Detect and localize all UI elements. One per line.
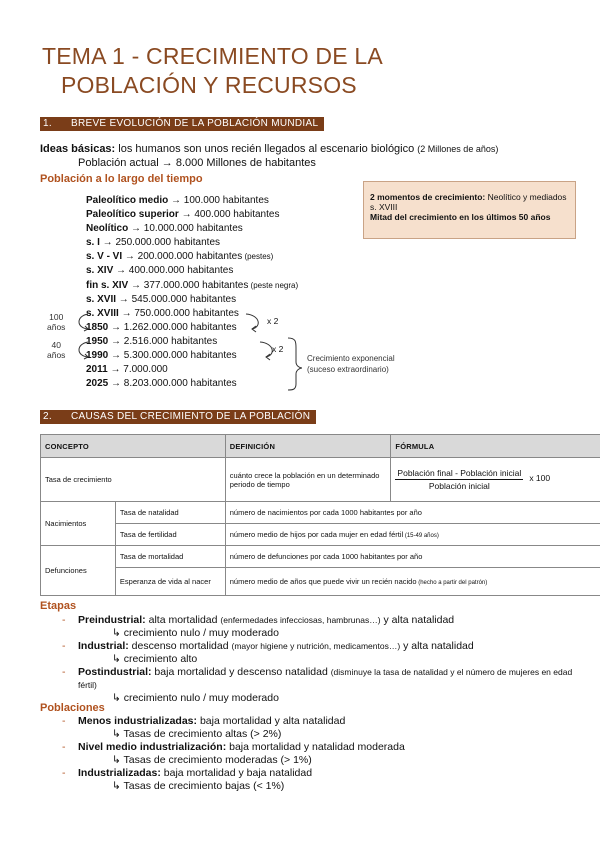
poblaciones-heading: Poblaciones [40,702,105,714]
left-curve-arrow [79,342,88,357]
list-subitem: ↳ crecimiento nulo / muy moderado [112,692,279,704]
title-line-1: TEMA 1 - CRECIMIENTO DE LA [42,43,383,69]
timeline-row: 1850 → 1.262.000.000 habitantes [86,321,237,333]
list-item: - Nivel medio industrialización: baja mortalidad y natalidad moderada [62,741,405,753]
concepts-table [40,434,600,596]
ideas-basicas [40,142,580,156]
etapas-heading: Etapas [40,600,77,612]
header-definicion: DEFINICIÓN [225,435,391,458]
right-curve-arrow [260,342,272,357]
etapas-list [62,614,582,705]
table-row: Defunciones Tasa de mortalidad número de defunciones por cada 1000 habitantes por año [41,546,600,568]
exponential-brace [288,338,302,390]
list-item: - Industrial: descenso mortalidad (mayor higiene y nutrición, medicamentos…) y alta natalidad [62,640,474,652]
section-2-number: 2. [43,411,52,422]
x2-label-2: x 2 [272,344,284,354]
growth-formula: $\frac{\text{Población final - Población inicial}}{\text{Población inicial}}$ x 100 [391,458,600,502]
section-1-label: BREVE EVOLUCIÓN DE LA POBLACIÓN MUNDIAL [71,118,319,129]
section-1-header [40,117,324,131]
exponential-note: Crecimiento exponencial (suceso extraordinario) [307,354,395,374]
page-title [42,42,383,100]
header-formula: FÓRMULA [391,435,600,458]
list-subitem: ↳ Tasas de crecimiento moderadas (> 1%) [112,754,312,766]
header-concepto: CONCEPTO [41,435,226,458]
table-row: Nacimientos Tasa de natalidad número de nacimientos por cada 1000 habitantes por año [41,502,600,524]
timeline-row: 2011 → 7.000.000 [86,364,168,376]
title-line-2: POBLACIÓN Y RECURSOS [61,72,357,98]
list-subitem: ↳ Tasas de crecimiento bajas (< 1%) [112,780,285,792]
right-curve-arrow [246,314,258,329]
list-subitem: ↳ crecimiento nulo / muy moderado [112,627,279,639]
table-row: Tasa de fertilidad número medio de hijos por cada mujer en edad fértil (15-49 años) [41,524,600,546]
ideas-label: Ideas básicas: [40,143,116,155]
timeline-row: fin s. XIV → 377.000.000 habitantes (peste negra) [86,279,299,291]
x2-label-1: x 2 [267,316,279,326]
left-curve-arrow [79,314,88,329]
timeline-row: s. XVII → 545.000.000 habitantes [86,293,237,305]
years-40-label: 40 años [47,340,66,360]
years-100-label: 100 años [47,312,66,332]
ideas-text: los humanos son unos recién llegados al escenario biológico [115,143,418,155]
timeline-row: s. XVIII → 750.000.000 habitantes [86,307,239,319]
timeline-row: 2025 → 8.203.000.000 habitantes [86,378,237,390]
timeline-row: s. V - VI → 200.000.000 habitantes (pestes) [86,251,274,263]
ideas-line-2: Población actual → 8.000 Millones de habitantes [78,157,316,169]
ideas-note: (2 Millones de años) [417,144,499,154]
table-row: Tasa de crecimiento cuánto crece la población en un determinado periodo de tiempo $\frac{\text{Población final - Población inicial}}{\text{Población inicial}}$ x 100 [41,458,600,502]
timeline-row: s. XIV → 400.000.000 habitantes [86,265,234,277]
timeline-row: 1950 → 2.516.000 habitantes [86,335,218,347]
timeline-row: Paleolítico medio → 100.000 habitantes [86,195,269,206]
section-1-number: 1. [43,118,52,129]
table-header-row [41,435,600,458]
table-row: Esperanza de vida al nacer número medio de años que puede vivir un recién nacido (hecho a partir del patrón) [41,568,600,596]
timeline-row: s. I → 250.000.000 habitantes [86,237,220,249]
poblaciones-list [62,715,582,793]
list-subitem: ↳ crecimiento alto [112,653,198,665]
timeline-heading: Población a lo largo del tiempo [40,173,203,185]
timeline-row: 1990 → 5.300.000.000 habitantes [86,350,237,362]
list-subitem: ↳ Tasas de crecimiento altas (> 2%) [112,728,282,740]
list-item: - Industrializadas: baja mortalidad y baja natalidad [62,767,313,779]
list-item: - Preindustrial: alta mortalidad (enfermedades infecciosas, hambrunas…) y alta natalidad [62,614,455,626]
list-item: - Menos industrializadas: baja mortalidad y alta natalidad [62,715,346,727]
section-2-label: CAUSAS DEL CRECIMIENTO DE LA POBLACIÓN [71,411,311,422]
growth-callout: 2 momentos de crecimiento: Neolítico y mediados s. XVIII Mitad del crecimiento en los últimos 50 años [363,181,576,239]
section-2-header [40,410,316,424]
timeline-row: Paleolítico superior → 400.000 habitantes [86,209,280,221]
timeline-row: Neolítico → 10.000.000 habitantes [86,223,243,235]
list-item: - Postindustrial: baja mortalidad y descenso natalidad (disminuye la tasa de natalidad y el número de mujeres en edad fértil) [62,666,573,690]
